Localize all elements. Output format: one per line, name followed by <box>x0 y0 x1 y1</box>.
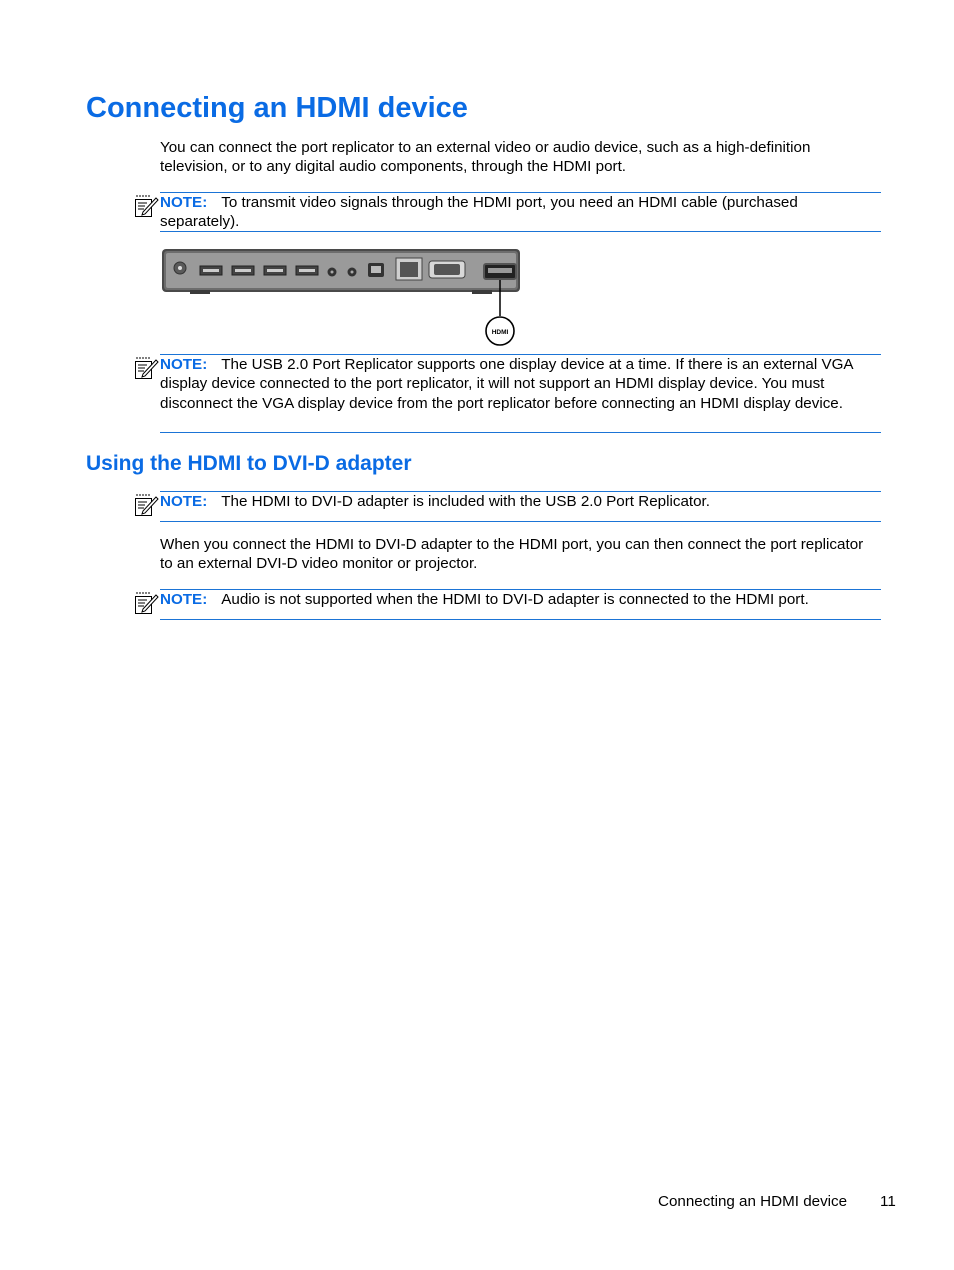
note-box <box>160 192 881 232</box>
note-label: NOTE: <box>160 493 208 510</box>
page-title: Connecting an HDMI device <box>86 92 468 124</box>
note-body: To transmit video signals through the HDMI port, you need an HDMI cable (purchased separately). <box>160 194 798 231</box>
dvi-paragraph: When you connect the HDMI to DVI-D adapter to the HDMI port, you can then connect the port replicator to an external DVI-D video monitor or projector. <box>160 536 864 573</box>
note-label: NOTE: <box>160 591 208 608</box>
section-heading: Using the HDMI to DVI-D adapter <box>86 452 412 475</box>
note-label: NOTE: <box>160 194 208 211</box>
note-text <box>160 355 881 413</box>
intro-paragraph: You can connect the port replicator to an external video or audio device, such as a high-definition television, or to any digital audio components, through the HDMI port. <box>160 139 811 176</box>
page-number: 11 <box>880 1193 896 1210</box>
note-text <box>160 590 881 609</box>
footer-section-title: Connecting an HDMI device <box>658 1193 848 1210</box>
note-body: The HDMI to DVI-D adapter is included with the USB 2.0 Port Replicator. <box>221 493 710 510</box>
note-icon <box>134 356 160 380</box>
hdmi-callout-label: HDMI <box>491 329 509 336</box>
note-body: Audio is not supported when the HDMI to DVI-D adapter is connected to the HDMI port. <box>221 591 809 608</box>
note-text <box>160 193 881 232</box>
note-text <box>160 492 881 511</box>
port-replicator-illustration <box>160 246 524 348</box>
note-icon <box>134 194 160 218</box>
note-box <box>160 491 881 522</box>
note-box <box>160 589 881 620</box>
note-box <box>160 354 881 433</box>
note-body: The USB 2.0 Port Replicator supports one display device at a time. If there is an external VGA display device connected to the port replicator, it will not support an HDMI display device. You must disconnect the VGA display device from the port replicator before connecting an HDMI display device. <box>160 356 853 412</box>
note-label: NOTE: <box>160 356 208 373</box>
note-icon <box>134 493 160 517</box>
note-icon <box>134 591 160 615</box>
